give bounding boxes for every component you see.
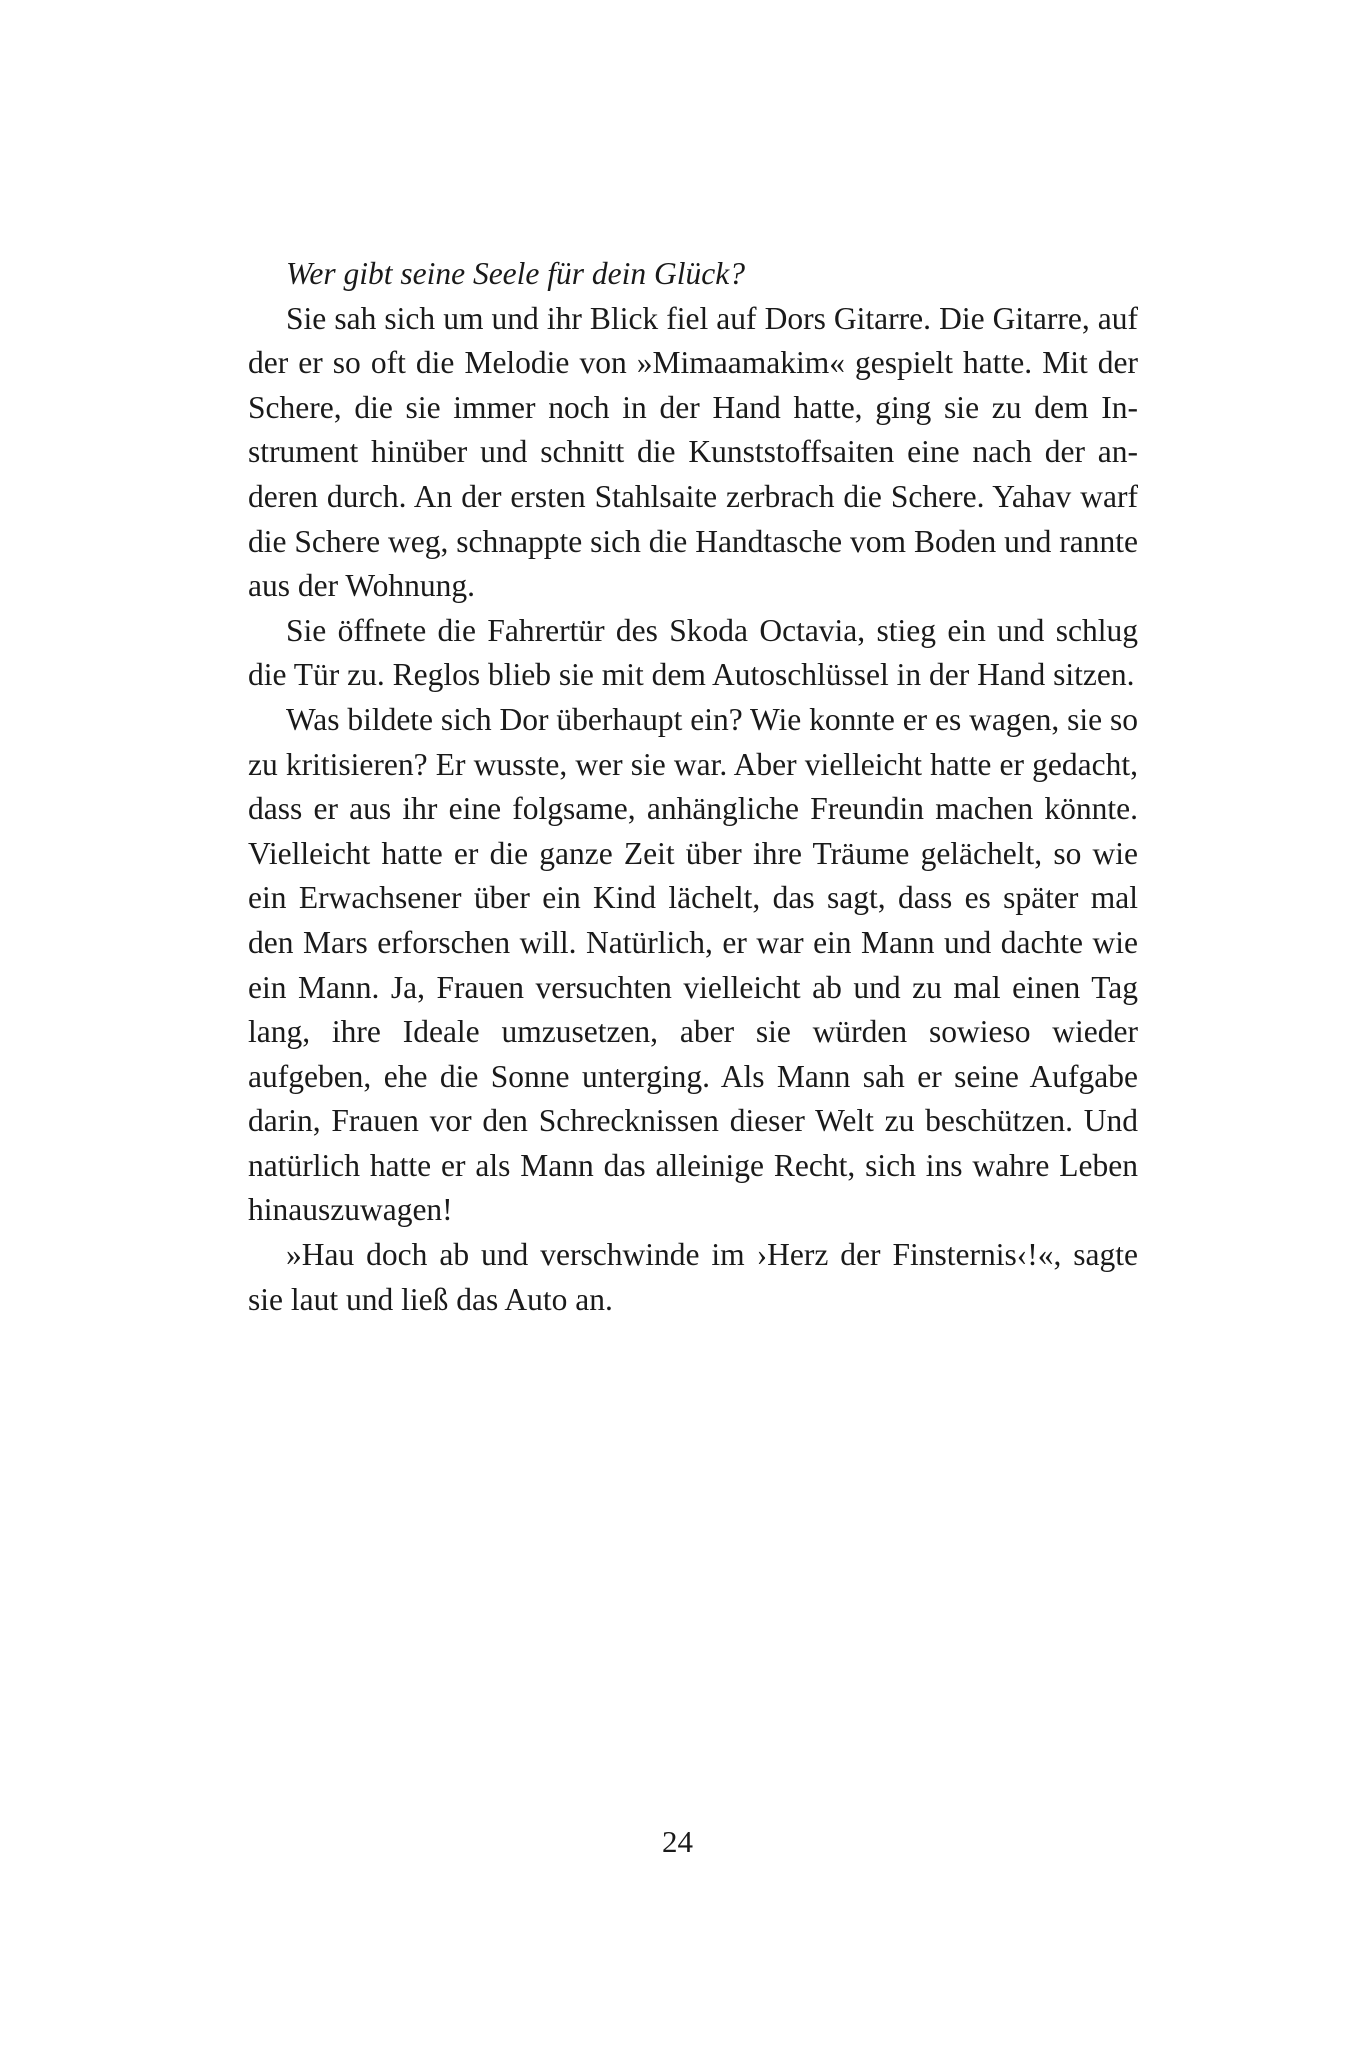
paragraph-car: Sie öffnete die Fahrertür des Skoda Octavia, stieg ein und schlug die Tür zu. Reglos blieb sie mit dem Autoschlüssel in der Hand sitzen.	[248, 612, 1138, 693]
italic-quote-line: Wer gibt seine Seele für dein Glück?	[286, 256, 745, 291]
body-text	[248, 252, 1138, 1322]
page-number: 24	[662, 1824, 693, 1859]
paragraph-quote: »Hau doch ab und verschwinde im ›Herz der Finsternis‹!«, sagte sie laut und ließ das Auto an.	[248, 1237, 1138, 1317]
paragraph-dor: Was bildete sich Dor überhaupt ein? Wie konnte er es wagen, sie so zu kritisieren? Er wusste, wer sie war. Aber vielleicht hatte er gedacht, dass er aus ihr eine folgsame, anhängliche Freundin machen könnte. Vielleicht hatte er die ganze Zeit über ihre Träume gelächelt, so wie ein Erwachsener über ein Kind lächelt, das sagt, dass es später mal den Mars erforschen will. Natürlich, er war ein Mann und dachte wie ein Mann. Ja, Frauen versuchten vielleicht ab und zu mal einen Tag lang, ihre Ideale umzusetzen, aber sie würden sowieso wieder aufgeben, ehe die Sonne unterging. Als Mann sah er seine Aufgabe darin, Frauen vor den Schrecknissen dieser Welt zu beschützen. Und natürlich hatte er als Mann das alleinige Recht, sich ins wahre Leben hinauszuwagen!	[248, 701, 1138, 1228]
paragraph-guitar: Sie sah sich um und ihr Blick fiel auf Dors Gitarre. Die Gitarre, auf der er so oft die Melodie von »Mimaamakim« gespielt hatte. Mit der Schere, die sie immer noch in der Hand hatte, ging sie zu dem Instrument hinüber und schnitt die Kunststoffsaiten eine nach der anderen durch. An der ersten Stahlsaite zerbrach die Schere. Yahav warf die Schere weg, schnappte sich die Handtasche vom Boden und rannte aus der Wohnung.	[248, 300, 1138, 604]
